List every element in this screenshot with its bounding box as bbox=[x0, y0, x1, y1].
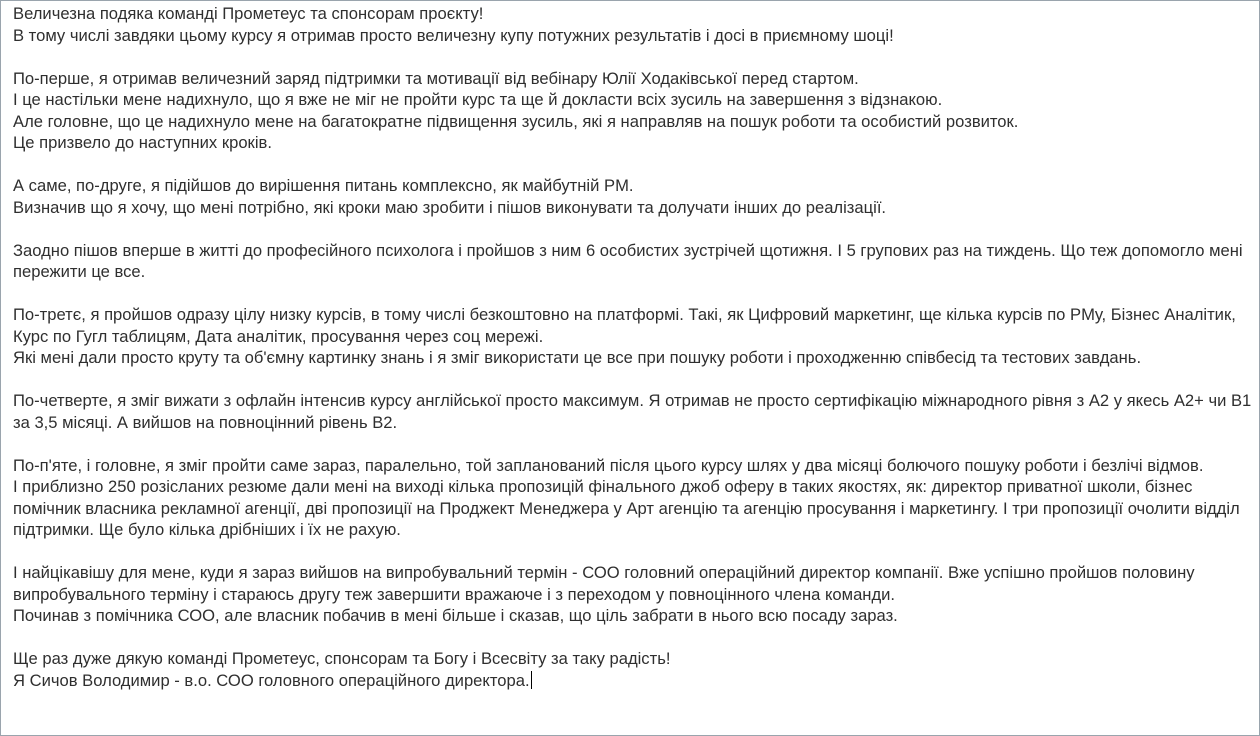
paragraph bbox=[13, 304, 1253, 369]
text-line: В тому числі завдяки цьому курсу я отримав просто величезну купу потужних результатів і досі в приємному шоці! bbox=[13, 25, 894, 45]
text-line: Ще раз дуже дякую команді Прометеус, спонсорам та Богу і Всесвіту за таку радість! bbox=[13, 649, 671, 668]
paragraph bbox=[13, 455, 1253, 541]
paragraph bbox=[13, 562, 1253, 627]
text-line-content: Я Сичов Володимир - в.о. СОО головного операційного директора. bbox=[13, 670, 530, 690]
paragraph bbox=[13, 240, 1253, 283]
text-line: Величезна подяка команді Прометеус та спонсорам проєкту! bbox=[13, 4, 484, 23]
text-line: По-п'яте, і головне, я зміг пройти саме зараз, паралельно, той запланований після цього курсу шлях у два місяці болючого пошуку роботи і безлічі відмов. bbox=[13, 455, 1204, 475]
text-line: Заодно пішов вперше в житті до професійного психолога і пройшов з ним 6 особистих зустрічей щотижня. І 5 групових раз на тиждень. Що теж допомогло мені пережити це все. bbox=[13, 240, 1243, 281]
paragraph bbox=[13, 68, 1253, 154]
text-line: А саме, по-друге, я підійшов до вирішення питань комплексно, як майбутній PM. bbox=[13, 176, 634, 195]
text-line: І найцікавішу для мене, куди я зараз вийшов на випробувальний термін - СОО головний операційний директор компанії. Вже успішно пройшов половину випробувального терміну і стараюсь другу теж завершити вражаюче і з переходом у повноцінного члена команди. bbox=[13, 563, 1195, 604]
text-editor[interactable] bbox=[13, 3, 1253, 713]
text-line: Визначив що я хочу, що мені потрібно, які кроки маю зробити і пішов виконувати та долучати інших до реалізації. bbox=[13, 197, 887, 217]
paragraph bbox=[13, 648, 1253, 691]
text-line: Які мені дали просто круту та об'ємну картинку знань і я зміг використати це все при пошуку роботи і проходженню співбесід та тестових завдань. bbox=[13, 348, 1142, 367]
paragraph bbox=[13, 3, 1253, 46]
text-line: По-третє, я пройшов одразу цілу низку курсів, в тому числі безкоштовно на платформі. Такі, як Цифровий маркетинг, ще кілька курсів по PMу, Бізнес Аналітик, Курс по Гугл таблицям, Дата аналітик, просування через соц мережі. bbox=[13, 305, 1236, 346]
text-line: І це настільки мене надихнуло, що я вже не міг не пройти курс та ще й докласти всіх зусиль на завершення з відзнакою. bbox=[13, 90, 943, 109]
paragraph bbox=[13, 175, 1253, 218]
text-line: Починав з помічника СОО, але власник побачив в мені більше і сказав, що ціль забрати в нього всю посаду зараз. bbox=[13, 606, 898, 625]
text-line: Але головне, що це надихнуло мене на багатократне підвищення зусиль, які я направляв на пошук роботи та особистий розвиток. bbox=[13, 111, 1019, 131]
text-line: Це призвело до наступних кроків. bbox=[13, 133, 272, 152]
text-line: І приблизно 250 розісланих резюме дали мені на виході кілька пропозицій фінального джоб оферу в таких якостях, як: директор приватної школи, бізнес помічник власника рекламної агенції, дві пропозиції на Проджект Менеджера у Арт агенцію та агенцію просування і маркетингу. І три пропозиції очолити відділ підтримки. Ще було кілька дрібніших і їх не рахую. bbox=[13, 477, 1240, 539]
paragraph bbox=[13, 390, 1253, 433]
text-cursor bbox=[531, 671, 532, 689]
text-line: По-четверте, я зміг вижати з офлайн інтенсив курсу англійської просто максимум. Я отримав не просто сертифікацію міжнародного рівня з А2 у якесь А2+ чи В1 за 3,5 місяці. А вийшов на повноцінний рівень В2. bbox=[13, 391, 1252, 432]
text-line-last bbox=[13, 670, 1253, 692]
text-line: По-перше, я отримав величезний заряд підтримки та мотивації від вебінару Юлії Ходаківської перед стартом. bbox=[13, 68, 859, 88]
